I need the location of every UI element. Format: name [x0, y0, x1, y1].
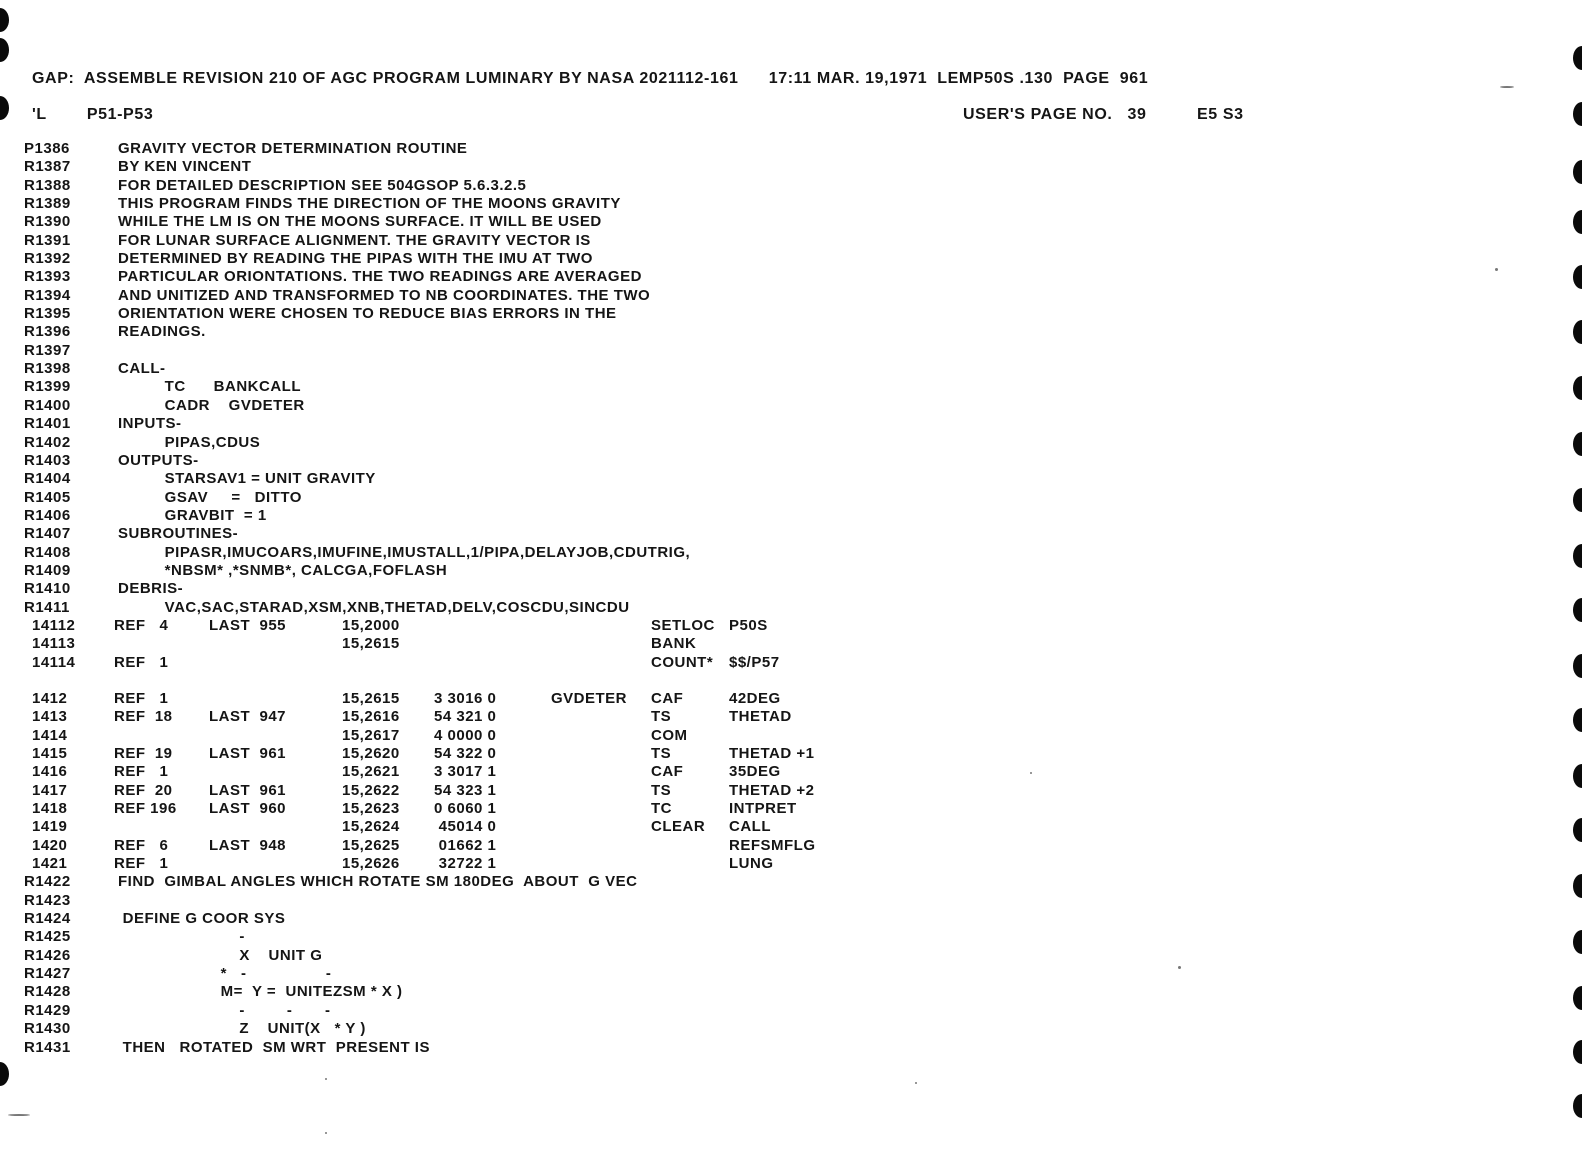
address: 15,2615: [342, 689, 400, 707]
line-number: R1408: [24, 543, 71, 561]
line-number: 14114: [32, 653, 76, 671]
right-feed-hole: [1573, 818, 1582, 842]
ref-count: REF 4: [114, 616, 169, 634]
line-number: R1390: [24, 213, 71, 231]
machine-code: 45014 0: [434, 818, 497, 836]
opcode: CAF: [651, 763, 684, 781]
comment-text: ORIENTATION WERE CHOSEN TO REDUCE BIAS ERRORS IN THE: [118, 305, 617, 323]
line-number: R1395: [24, 305, 71, 323]
last-ref: LAST 948: [209, 836, 287, 854]
right-feed-hole: [1573, 986, 1582, 1010]
machine-code: 01662 1: [434, 836, 497, 854]
line-number: R1389: [24, 195, 71, 213]
address: 15,2615: [342, 635, 400, 653]
right-feed-hole: [1573, 1040, 1582, 1064]
line-number: R1400: [24, 396, 71, 414]
last-ref: LAST 961: [209, 745, 287, 762]
ref-count: REF 1: [114, 653, 169, 671]
right-feed-hole: [1573, 598, 1582, 622]
right-feed-hole: [1573, 654, 1582, 678]
operand: THETAD +1: [729, 745, 815, 762]
line-number: 1420: [32, 836, 68, 854]
line-number: 1417: [32, 781, 68, 799]
comment-text: FIND GIMBAL ANGLES WHICH ROTATE SM 180DEG ABOUT G VEC: [118, 873, 638, 891]
last-ref: LAST 961: [209, 781, 287, 799]
operand: $$/P57: [729, 653, 780, 671]
comment-text: CADR GVDETER: [118, 396, 305, 414]
comment-text: OUTPUTS-: [118, 451, 199, 469]
operand: 35DEG: [729, 763, 781, 781]
comment-text: DEFINE G COOR SYS: [118, 910, 286, 928]
speck: [1030, 772, 1032, 774]
line-number: R1407: [24, 525, 71, 543]
comment-text: GRAVITY VECTOR DETERMINATION ROUTINE: [118, 140, 468, 157]
opcode: TC: [651, 800, 672, 818]
comment-text: TC BANKCALL: [118, 378, 301, 396]
operand: 42DEG: [729, 689, 781, 707]
machine-code: 0 6060 1: [434, 800, 497, 818]
operand: THETAD: [729, 708, 792, 726]
comment-text: READINGS.: [118, 323, 206, 341]
line-number: 1421: [32, 855, 68, 873]
comment-text: *NBSM* ,*SNMB*, CALCGA,FOFLASH: [118, 561, 448, 579]
right-feed-hole: [1573, 930, 1582, 954]
comment-text: - - -: [118, 1001, 331, 1019]
comment-text: X UNIT G: [118, 946, 323, 964]
speck: [915, 1082, 917, 1084]
comment-text: PIPASR,IMUCOARS,IMUFINE,IMUSTALL,1/PIPA,DELAYJOB,CDUTRIG,: [118, 543, 691, 561]
comment-text: AND UNITIZED AND TRANSFORMED TO NB COORDINATES. THE TWO: [118, 286, 651, 304]
line-number: 14113: [32, 635, 76, 653]
line-number: R1387: [24, 158, 71, 176]
symbol-label: GVDETER: [551, 689, 628, 707]
address: 15,2616: [342, 708, 400, 726]
opcode: TS: [651, 745, 672, 762]
comment-text: * - -: [118, 965, 332, 983]
last-ref: LAST 947: [209, 708, 287, 726]
line-number: 1418: [32, 800, 68, 818]
right-feed-hole: [1573, 432, 1582, 456]
comment-text: CALL-: [118, 360, 166, 378]
right-feed-hole: [1573, 488, 1582, 512]
line-number: R1404: [24, 470, 71, 488]
line-number: R1406: [24, 506, 71, 524]
left-feed-hole: [0, 8, 9, 32]
line-number: R1396: [24, 323, 71, 341]
opcode: TS: [651, 708, 672, 726]
machine-code: 54 321 0: [434, 708, 497, 726]
line-number: R1394: [24, 286, 71, 304]
line-number: R1424: [24, 910, 71, 928]
line-number: R1427: [24, 965, 71, 983]
line-number: R1409: [24, 561, 71, 579]
line-number: R1426: [24, 946, 71, 964]
speck: [8, 1114, 30, 1116]
comment-text: FOR DETAILED DESCRIPTION SEE 504GSOP 5.6.3.2.5: [118, 176, 527, 194]
address: 15,2624: [342, 818, 400, 836]
line-number: R1431: [24, 1038, 71, 1056]
line-number: R1411: [24, 598, 70, 616]
ref-count: REF 1: [114, 855, 169, 873]
last-ref: LAST 955: [209, 616, 287, 634]
line-number: R1398: [24, 360, 71, 378]
line-number: 1413: [32, 708, 68, 726]
comment-text: PIPAS,CDUS: [118, 433, 261, 451]
address: 15,2620: [342, 745, 400, 762]
line-number: R1430: [24, 1020, 71, 1038]
opcode: COUNT*: [651, 653, 714, 671]
comment-text: SUBROUTINES-: [118, 525, 239, 543]
comment-text: PARTICULAR ORIONTATIONS. THE TWO READINGS ARE AVERAGED: [118, 268, 642, 286]
line-number: 1419: [32, 818, 68, 836]
comment-text: M= Y = UNITEZSM * X ): [118, 983, 403, 1001]
line-number: 1412: [32, 689, 68, 707]
line-number: R1428: [24, 983, 71, 1001]
comment-text: STARSAV1 = UNIT GRAVITY: [118, 470, 376, 488]
ref-count: REF 20: [114, 781, 173, 799]
right-feed-hole: [1573, 544, 1582, 568]
comment-text: Z UNIT(X * Y ): [118, 1020, 366, 1038]
speck: [325, 1078, 327, 1080]
machine-code: 32722 1: [434, 855, 497, 873]
comment-text: DETERMINED BY READING THE PIPAS WITH THE IMU AT TWO: [118, 250, 593, 268]
comment-text: -: [118, 928, 245, 946]
ref-count: REF 19: [114, 745, 173, 762]
speck: [1178, 966, 1181, 969]
comment-text: DEBRIS-: [118, 580, 184, 598]
machine-code: 3 3017 1: [434, 763, 497, 781]
line-number: R1393: [24, 268, 71, 286]
line-number: R1391: [24, 231, 71, 249]
listing-header: GAP: ASSEMBLE REVISION 210 OF AGC PROGRAM LUMINARY BY NASA 2021112-161 17:11 MAR. 19,1971 LEMP50S .130 PAGE 961: [32, 70, 1149, 87]
ref-count: REF 196: [114, 800, 177, 818]
line-number: 1414: [32, 726, 68, 744]
opcode: SETLOC: [651, 616, 715, 634]
comment-text: FOR LUNAR SURFACE ALIGNMENT. THE GRAVITY VECTOR IS: [118, 231, 591, 249]
comment-text: THEN ROTATED SM WRT PRESENT IS: [118, 1038, 430, 1056]
opcode: CAF: [651, 689, 684, 707]
right-feed-hole: [1573, 874, 1582, 898]
operand: CALL: [729, 818, 771, 836]
speck: [1500, 86, 1514, 88]
operand: P50S: [729, 616, 768, 634]
line-number: R1425: [24, 928, 71, 946]
machine-code: 54 323 1: [434, 781, 497, 799]
address: 15,2625: [342, 836, 400, 854]
ref-count: REF 18: [114, 708, 173, 726]
right-feed-hole: [1573, 46, 1582, 70]
line-number: 1416: [32, 763, 68, 781]
line-number: R1399: [24, 378, 71, 396]
line-number: R1402: [24, 433, 71, 451]
address: 15,2000: [342, 616, 400, 634]
line-number: R1410: [24, 580, 71, 598]
line-number: 1415: [32, 745, 68, 762]
left-feed-hole: [0, 96, 9, 120]
section-label: 'L P51-P53: [32, 106, 154, 123]
line-number: R1403: [24, 451, 71, 469]
line-number: R1397: [24, 341, 71, 359]
machine-code: 3 3016 0: [434, 689, 497, 707]
right-feed-hole: [1573, 376, 1582, 400]
speck: [1495, 268, 1498, 271]
ref-count: REF 1: [114, 689, 169, 707]
right-feed-hole: [1573, 320, 1582, 344]
address: 15,2622: [342, 781, 400, 799]
right-feed-hole: [1573, 764, 1582, 788]
opcode: COM: [651, 726, 688, 744]
ref-count: REF 6: [114, 836, 169, 854]
line-number: 14112: [32, 616, 76, 634]
speck: [325, 1132, 327, 1134]
ref-count: REF 1: [114, 763, 169, 781]
comment-text: BY KEN VINCENT: [118, 158, 252, 176]
line-number: R1401: [24, 415, 71, 433]
comment-text: VAC,SAC,STARAD,XSM,XNB,THETAD,DELV,COSCDU,SINCDU: [118, 598, 630, 616]
left-feed-hole: [0, 38, 9, 62]
operand: INTPRET: [729, 800, 797, 818]
right-feed-hole: [1573, 160, 1582, 184]
operand: LUNG: [729, 855, 774, 873]
right-feed-hole: [1573, 265, 1582, 289]
line-number: R1429: [24, 1001, 71, 1019]
machine-code: 4 0000 0: [434, 726, 497, 744]
right-feed-hole: [1573, 708, 1582, 732]
line-number: P1386: [24, 140, 70, 157]
user-page-number: USER'S PAGE NO. 39 E5 S3: [963, 106, 1244, 123]
address: 15,2623: [342, 800, 400, 818]
address: 15,2617: [342, 726, 400, 744]
line-number: R1405: [24, 488, 71, 506]
left-feed-hole: [0, 1062, 9, 1086]
right-feed-hole: [1573, 210, 1582, 234]
comment-text: GRAVBIT = 1: [118, 506, 267, 524]
opcode: TS: [651, 781, 672, 799]
address: 15,2626: [342, 855, 400, 873]
comment-text: INPUTS-: [118, 415, 182, 433]
line-number: R1423: [24, 891, 71, 909]
right-feed-hole: [1573, 1094, 1582, 1118]
address: 15,2621: [342, 763, 400, 781]
line-number: R1388: [24, 176, 71, 194]
operand: REFSMFLG: [729, 836, 816, 854]
machine-code: 54 322 0: [434, 745, 497, 762]
right-feed-hole: [1573, 102, 1582, 126]
comment-text: WHILE THE LM IS ON THE MOONS SURFACE. IT WILL BE USED: [118, 213, 602, 231]
last-ref: LAST 960: [209, 800, 287, 818]
comment-text: GSAV = DITTO: [118, 488, 302, 506]
line-number: R1422: [24, 873, 71, 891]
comment-text: THIS PROGRAM FINDS THE DIRECTION OF THE MOONS GRAVITY: [118, 195, 621, 213]
line-number: R1392: [24, 250, 71, 268]
opcode: CLEAR: [651, 818, 706, 836]
operand: THETAD +2: [729, 781, 815, 799]
opcode: BANK: [651, 635, 697, 653]
